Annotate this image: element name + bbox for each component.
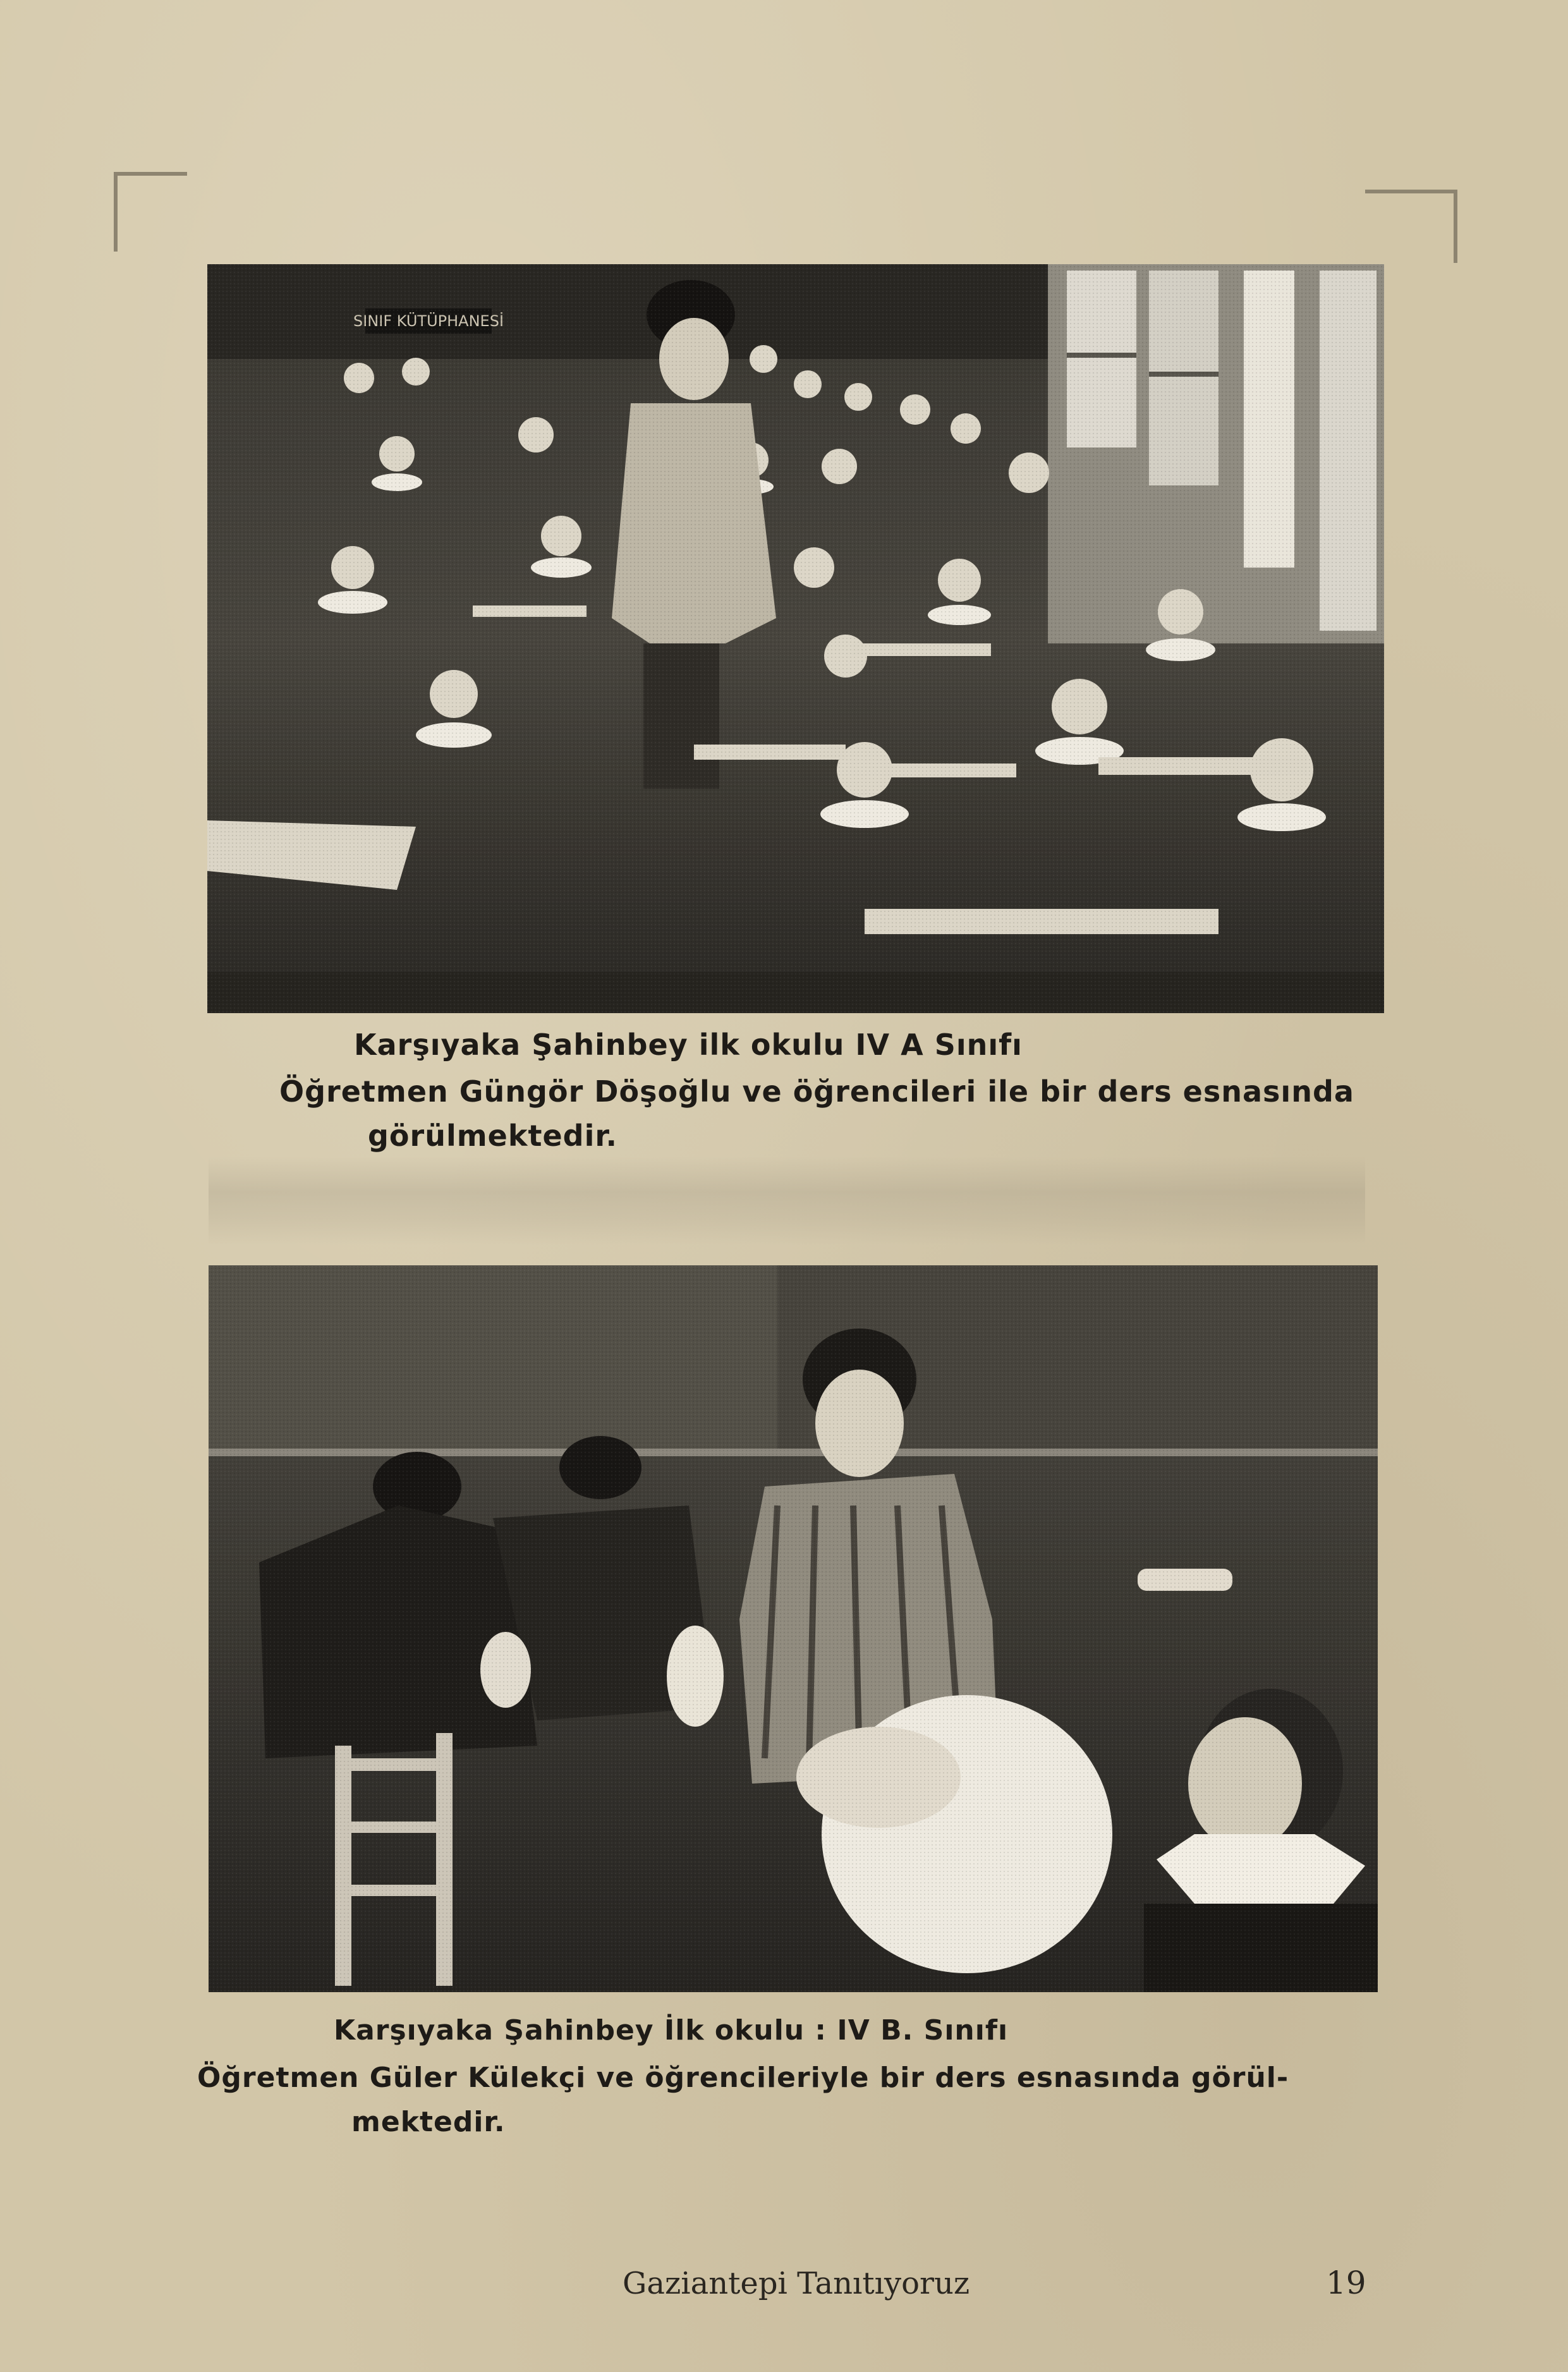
- photo-2-caption-line-1: Karşıyaka Şahinbey İlk okulu : IV B. Sınıfı: [334, 2014, 1009, 2047]
- classroom-photo-iv-a: [207, 264, 1384, 1013]
- photo-1-caption-line-1: Karşıyaka Şahinbey ilk okulu IV A Sınıfı: [354, 1028, 1023, 1062]
- print-smear-band: [209, 1157, 1365, 1245]
- photo-2-caption-line-2: Öğretmen Güler Külekçi ve öğrencileriyle bir ders esnasında görül-: [197, 2062, 1289, 2094]
- classroom-photo-iv-a-drawing: [207, 264, 1384, 1013]
- photo-1-caption-line-2: Öğretmen Güngör Döşoğlu ve öğrencileri ile bir ders esnasında: [279, 1074, 1354, 1109]
- footer-publication-title: Gaziantepi Tanıtıyoruz: [623, 2266, 970, 2301]
- photo-1-caption-line-3: görülmektedir.: [368, 1119, 617, 1153]
- classroom-photo-iv-b: [209, 1265, 1378, 1992]
- photo-2-caption-line-3: mektedir.: [351, 2106, 506, 2138]
- corner-crop-mark-top-right: [1365, 190, 1457, 263]
- page-number: 19: [1326, 2265, 1366, 2301]
- classroom-photo-iv-b-drawing: [209, 1265, 1378, 1992]
- corner-crop-mark-top-left: [114, 172, 187, 252]
